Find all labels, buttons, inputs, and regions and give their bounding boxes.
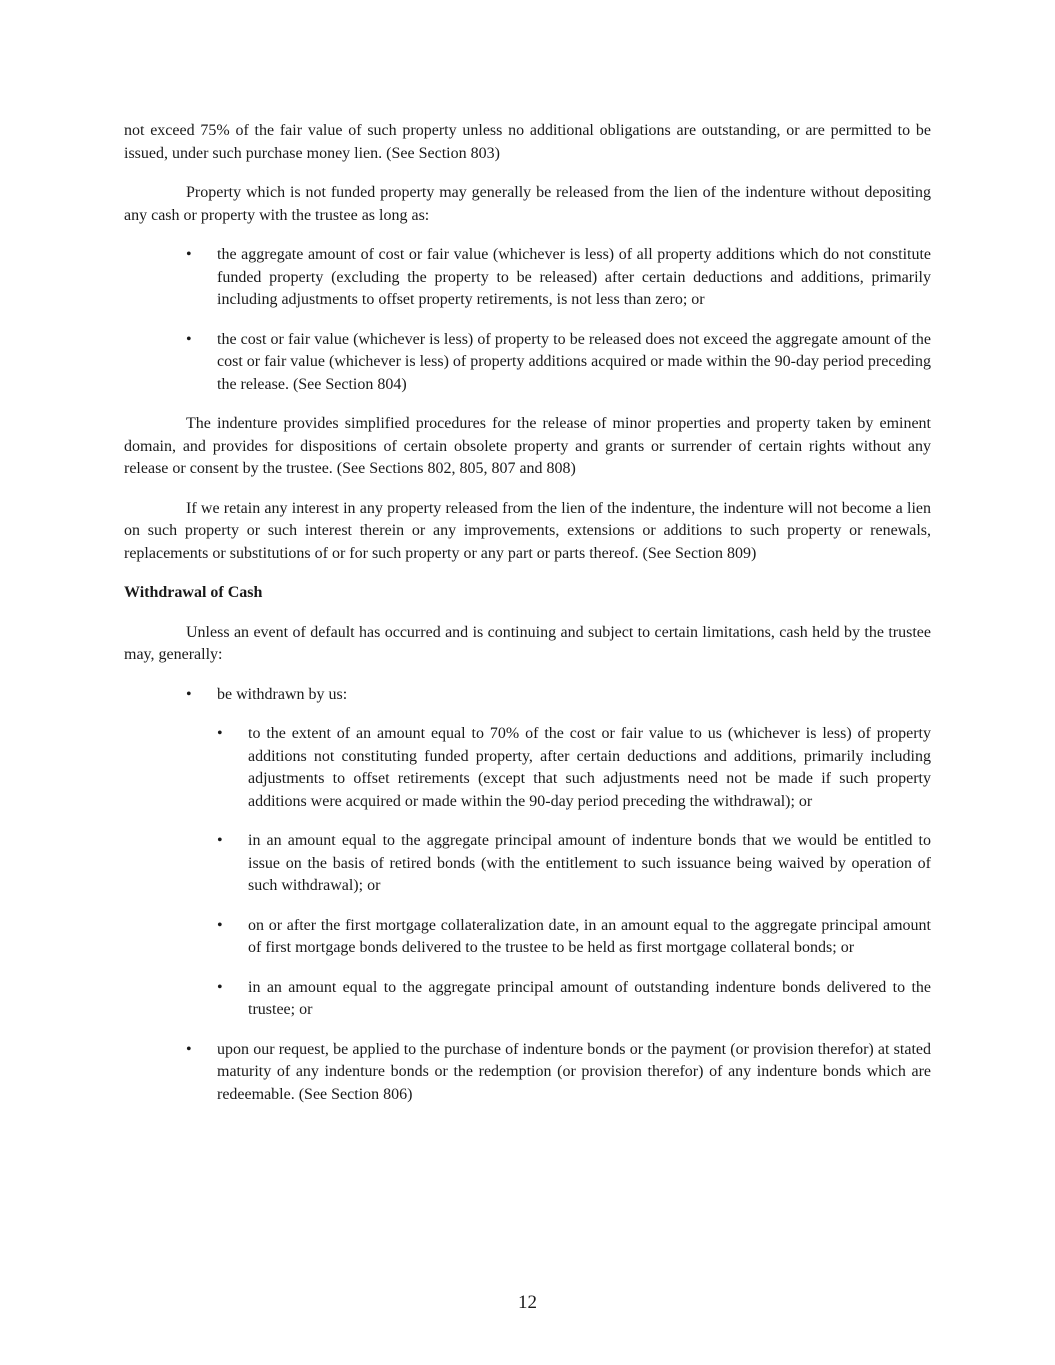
bullet-icon: • xyxy=(217,978,223,996)
sub-list-item-text: in an amount equal to the aggregate principal amount of indenture bonds that we would be entitled to issue on the basis of retired bonds (with the entitlement to such issuance being waived by operation of such withdrawal); or xyxy=(248,832,931,894)
sub-list-item xyxy=(217,977,931,1022)
bullet-icon: • xyxy=(186,246,192,263)
paragraph-simplified-procedures: The indenture provides simplified procedures for the release of minor properties and property taken by eminent domain, and provides for dispositions of certain obsolete property and grants or surrender of certain rights without any release or consent by the trustee. (See Sections 802, 805, 807 and 808) xyxy=(124,415,931,477)
bullet-icon: • xyxy=(186,330,192,348)
withdrawal-list xyxy=(124,684,931,1107)
bullet-icon: • xyxy=(186,685,192,703)
paragraph-continuation: not exceed 75% of the fair value of such property unless no additional obligations are outstanding, or are permitted to be issued, under such purchase money lien. (See Section 803) xyxy=(124,122,931,162)
list-item-text: the cost or fair value (whichever is less) of property to be released does not exceed the aggregate amount of the cost or fair value (whichever is less) of property additions acquired or made within the 90-day period preceding the release. (See Section 804) xyxy=(217,330,931,393)
release-conditions-list xyxy=(124,244,931,396)
document-body xyxy=(124,120,931,1123)
list-item xyxy=(124,684,931,1022)
sub-list-item-text: on or after the first mortgage collateralization date, in an amount equal to the aggregate principal amount of first mortgage bonds delivered to the trustee to be held as first mortgage collateral bonds; or xyxy=(248,916,931,956)
list-item xyxy=(124,244,931,312)
bullet-icon: • xyxy=(186,1040,192,1058)
paragraph-retained-interest: If we retain any interest in any property released from the lien of the indenture, the indenture will not become a lien on such property or such interest therein or any improvements, extensions or additions to such property or renewals, replacements or substitutions of or for such property or any part or parts thereof. (See Section 809) xyxy=(124,499,931,562)
list-item xyxy=(124,329,931,397)
paragraph-withdrawal-intro: Unless an event of default has occurred and is continuing and subject to certain limitations, cash held by the trustee may, generally: xyxy=(124,623,931,663)
list-item-text: upon our request, be applied to the purchase of indenture bonds or the payment (or provision therefor) at stated maturity of any indenture bonds or the redemption (or provision therefor) of any indenture bonds which are redeemable. (See Section 806) xyxy=(217,1040,931,1103)
sub-list-item xyxy=(217,723,931,813)
page-number: 12 xyxy=(518,1292,537,1313)
withdrawal-sublist xyxy=(217,723,931,1022)
sub-list-item xyxy=(217,830,931,898)
section-heading: Withdrawal of Cash xyxy=(124,584,263,601)
list-item-text: be withdrawn by us: xyxy=(217,685,348,703)
list-item-text: the aggregate amount of cost or fair value (whichever is less) of all property additions which do not constitute funded property (excluding the property to be released) after certain deductions and additions, primarily including adjustments to offset property retirements, is not less than zero; or xyxy=(217,246,931,308)
sub-list-item-text: to the extent of an amount equal to 70% of the cost or fair value to us (whichever is less) of property additions not constituting funded property, after certain deductions and additions, primarily including adjustments to offset retirements (except that such adjustments need not be made if such property additions were acquired or made within the 90-day period preceding the withdrawal); or xyxy=(248,725,931,810)
bullet-icon: • xyxy=(217,916,223,934)
list-item xyxy=(124,1039,931,1107)
paragraph-release-conditions: Property which is not funded property may generally be released from the lien of the indenture without depositing any cash or property with the trustee as long as: xyxy=(124,184,931,224)
sub-list-item-text: in an amount equal to the aggregate principal amount of outstanding indenture bonds delivered to the trustee; or xyxy=(248,978,931,1018)
bullet-icon: • xyxy=(217,832,223,849)
bullet-icon: • xyxy=(217,725,223,742)
sub-list-item xyxy=(217,915,931,960)
